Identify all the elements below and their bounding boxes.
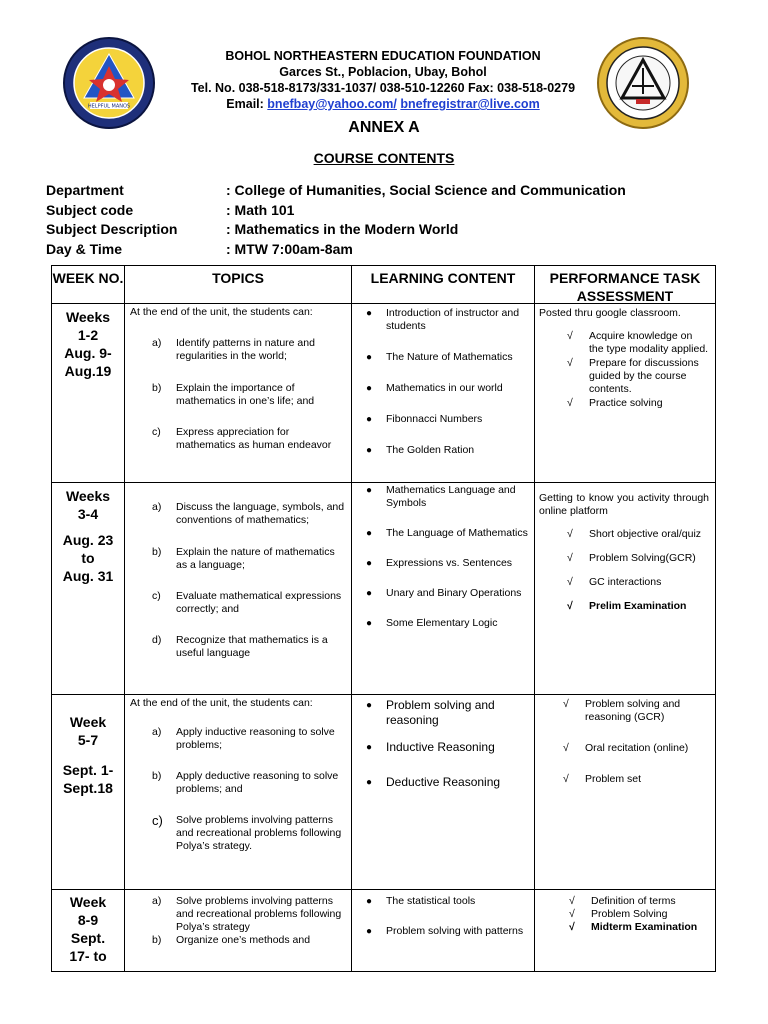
week-line: Sept.18	[63, 780, 113, 796]
topic-text: Express appreciation for mathematics as human endeavor	[176, 426, 332, 451]
org-address: Garces St., Poblacion, Ubay, Bohol	[279, 65, 487, 79]
task-item	[539, 552, 709, 565]
topic-item	[130, 382, 347, 408]
letterhead-text	[150, 48, 616, 112]
week-line: Week	[69, 894, 107, 910]
task-item	[539, 908, 709, 921]
task-text: Problem solving and reasoning (GCR)	[585, 698, 681, 723]
info-label: Subject code	[46, 201, 134, 218]
header-performance-task: PERFORMANCE TASK ASSESSMENT	[534, 265, 716, 304]
content-text: The statistical tools	[386, 895, 476, 907]
week-line: Aug.19	[64, 363, 112, 379]
task-item	[539, 357, 709, 396]
topics-intro: At the end of the unit, the students can:	[130, 306, 313, 318]
week-line: 1-2	[77, 327, 99, 343]
bullet-icon: ●	[366, 352, 373, 363]
topics-cell	[124, 889, 352, 972]
content-item	[360, 307, 530, 333]
task-item	[539, 576, 709, 589]
annex-title: ANNEX A	[348, 119, 420, 136]
bullet-icon: ●	[366, 383, 373, 394]
week-cell	[51, 694, 125, 890]
content-text: Mathematics Language and Symbols	[386, 484, 516, 509]
week-line: to	[81, 550, 95, 566]
org-email	[150, 96, 616, 112]
info-row-subject-description	[46, 220, 626, 240]
content-item	[360, 775, 530, 790]
topic-text: Explain the importance of mathematics in one’s life; and	[176, 382, 315, 407]
topic-item	[130, 546, 347, 572]
content-cell	[351, 889, 535, 972]
content-text: Mathematics in our world	[386, 382, 503, 394]
topic-item	[130, 814, 347, 853]
check-icon: √	[567, 600, 573, 612]
task-text: Acquire knowledge on the type modality applied.	[589, 330, 709, 355]
topic-item	[130, 634, 347, 660]
task-item	[539, 921, 709, 934]
topic-marker: b)	[152, 546, 162, 558]
info-row-subject-code	[46, 201, 626, 221]
content-item	[360, 382, 530, 395]
bullet-icon: ●	[366, 742, 373, 753]
bullet-icon: ●	[366, 926, 373, 937]
task-item	[539, 528, 709, 541]
email-link-1[interactable]: bnefbay@yahoo.com/	[267, 97, 397, 111]
header-learning-content: LEARNING CONTENT	[351, 265, 535, 304]
task-item	[539, 698, 709, 724]
week-line: Aug. 31	[62, 568, 114, 584]
task-text: Practice solving	[589, 397, 663, 409]
topic-item	[130, 337, 347, 363]
content-text: Expressions vs. Sentences	[386, 557, 513, 569]
bullet-icon: ●	[366, 308, 373, 319]
content-text: Introduction of instructor and students	[386, 307, 520, 332]
week-cell	[51, 889, 125, 972]
topic-marker: a)	[152, 501, 162, 513]
week-line: 8-9	[77, 912, 99, 928]
topic-text: Identify patterns in nature and regularities in the world;	[176, 337, 315, 362]
check-icon: √	[567, 528, 573, 540]
info-value: : College of Humanities, Social Science and Communication	[226, 182, 626, 198]
task-cell	[534, 482, 716, 695]
topic-text: Solve problems involving patterns and recreational problems following Polya’s strategy.	[176, 814, 342, 852]
topic-item	[130, 590, 347, 616]
week-line: Week	[69, 714, 107, 730]
content-text: The Nature of Mathematics	[386, 351, 513, 363]
content-item	[360, 484, 530, 510]
task-text: Problem Solving	[591, 908, 668, 920]
email-link-2[interactable]: bnefregistrar@live.com	[400, 97, 540, 111]
topic-text: Organize one’s methods and	[176, 934, 311, 946]
task-text: GC interactions	[589, 576, 662, 588]
bullet-icon: ●	[366, 528, 373, 539]
task-text: Problem Solving(GCR)	[589, 552, 696, 564]
info-label: Department	[46, 182, 124, 198]
topic-item	[130, 895, 347, 934]
content-cell	[351, 303, 535, 483]
topics-cell	[124, 303, 352, 483]
topic-text: Solve problems involving patterns and recreational problems following Polya’s strategy	[176, 895, 342, 933]
topic-item	[130, 934, 347, 947]
topics-intro: At the end of the unit, the students can:	[130, 697, 313, 709]
bullet-icon: ●	[366, 618, 373, 629]
task-item	[539, 895, 709, 908]
content-item	[360, 698, 530, 728]
week-line: Weeks	[65, 488, 111, 504]
header-topics: TOPICS	[124, 265, 352, 304]
task-item	[539, 600, 709, 613]
check-icon: √	[569, 908, 575, 920]
topic-marker: a)	[152, 337, 162, 349]
info-value: : Mathematics in the Modern World	[226, 221, 459, 237]
bullet-icon: ●	[366, 558, 373, 569]
bullet-icon: ●	[366, 445, 373, 456]
week-line: Sept. 1-	[62, 762, 114, 778]
task-text: Definition of terms	[591, 895, 676, 907]
task-item	[539, 742, 709, 755]
check-icon: √	[563, 742, 569, 754]
bullet-icon: ●	[366, 896, 373, 907]
task-cell	[534, 694, 716, 890]
week-line: Sept.	[70, 930, 106, 946]
topic-text: Explain the nature of mathematics as a language;	[176, 546, 335, 571]
task-text: Prepare for discussions guided by the course contents.	[589, 357, 699, 395]
task-text: Prelim Examination	[589, 600, 687, 612]
content-item	[360, 740, 530, 755]
task-item	[539, 397, 709, 410]
topic-item	[130, 726, 347, 752]
topic-text: Discuss the language, symbols, and conventions of mathematics;	[176, 501, 345, 526]
content-text: Problem solving and reasoning	[386, 698, 495, 727]
topic-marker: c)	[152, 813, 163, 828]
week-line: Weeks	[65, 309, 111, 325]
check-icon: √	[563, 698, 569, 710]
check-icon: √	[569, 921, 575, 933]
info-value: : Math 101	[226, 201, 295, 218]
bullet-icon: ●	[366, 777, 373, 788]
task-text: Midterm Examination	[591, 921, 698, 933]
content-text: Deductive Reasoning	[386, 775, 501, 789]
content-cell	[351, 694, 535, 890]
check-icon: √	[567, 357, 573, 369]
task-text: Short objective oral/quiz	[589, 528, 702, 540]
week-line: 17- to	[69, 948, 107, 964]
org-contact: Tel. No. 038-518-8173/331-1037/ 038-510-12260 Fax: 038-518-0279	[190, 81, 576, 95]
task-text: Problem set	[585, 773, 642, 785]
check-icon: √	[567, 330, 573, 342]
content-text: Fibonnacci Numbers	[386, 413, 483, 425]
bullet-icon: ●	[366, 485, 373, 496]
topic-text: Recognize that mathematics is a useful language	[176, 634, 328, 659]
task-item	[539, 773, 709, 786]
info-row-day-time	[46, 240, 626, 260]
topic-marker: a)	[152, 895, 162, 907]
task-item	[539, 330, 709, 356]
week-cell	[51, 303, 125, 483]
info-value: : MTW 7:00am-8am	[226, 240, 353, 257]
week-line: Aug. 23	[62, 532, 114, 548]
task-cell	[534, 889, 716, 972]
check-icon: √	[563, 773, 569, 785]
check-icon: √	[567, 552, 573, 564]
bullet-icon: ●	[366, 414, 373, 425]
topic-marker: c)	[152, 426, 161, 438]
svg-text:HELPFUL MANOS: HELPFUL MANOS	[87, 103, 131, 110]
info-row-department	[46, 181, 626, 201]
bullet-icon: ●	[366, 700, 373, 711]
topic-text: Evaluate mathematical expressions correctly; and	[176, 590, 342, 615]
week-line: Aug. 9-	[64, 345, 112, 361]
task-intro: Getting to know you activity through online platform	[539, 492, 709, 517]
course-contents-title: COURSE CONTENTS	[313, 150, 455, 166]
topic-item	[130, 501, 347, 527]
content-text: Inductive Reasoning	[386, 740, 495, 754]
content-item	[360, 413, 530, 426]
task-text: Oral recitation (online)	[585, 742, 689, 754]
letterhead	[0, 0, 768, 112]
topic-item	[130, 770, 347, 796]
week-line: 3-4	[77, 506, 99, 522]
info-label: Subject Description	[46, 221, 178, 237]
content-item	[360, 617, 530, 630]
content-text: The Language of Mathematics	[386, 527, 528, 539]
college-seal-left	[62, 36, 156, 130]
check-icon: √	[567, 397, 573, 409]
content-item	[360, 925, 530, 938]
content-item	[360, 895, 530, 908]
content-text: Some Elementary Logic	[386, 617, 498, 629]
week-line: 5-7	[77, 732, 99, 748]
topic-item	[130, 426, 347, 452]
info-label: Day & Time	[46, 240, 122, 257]
topic-marker: c)	[152, 590, 161, 602]
check-icon: √	[567, 576, 573, 588]
content-item	[360, 527, 530, 540]
content-text: Problem solving with patterns	[386, 925, 524, 937]
header-week-no: WEEK NO.	[51, 265, 125, 304]
content-item	[360, 351, 530, 364]
topic-marker: b)	[152, 382, 162, 394]
topics-cell	[124, 694, 352, 890]
topic-marker: b)	[152, 934, 162, 946]
content-item	[360, 587, 530, 600]
foundation-seal-right	[596, 36, 690, 130]
check-icon: √	[569, 895, 575, 907]
topic-marker: d)	[152, 634, 162, 646]
task-intro: Posted thru google classroom.	[539, 307, 681, 319]
topic-text: Apply inductive reasoning to solve problems;	[176, 726, 335, 751]
bullet-icon: ●	[366, 588, 373, 599]
content-cell	[351, 482, 535, 695]
course-table	[51, 265, 716, 972]
topic-marker: b)	[152, 770, 162, 782]
topics-cell	[124, 482, 352, 695]
task-cell	[534, 303, 716, 483]
week-cell	[51, 482, 125, 695]
content-text: The Golden Ration	[386, 444, 475, 456]
content-text: Unary and Binary Operations	[386, 587, 522, 599]
topic-text: Apply deductive reasoning to solve problems; and	[176, 770, 339, 795]
topic-marker: a)	[152, 726, 162, 738]
org-name: BOHOL NORTHEASTERN EDUCATION FOUNDATION	[225, 49, 541, 63]
email-label: Email:	[226, 97, 268, 111]
course-info	[46, 181, 626, 259]
content-item	[360, 557, 530, 570]
content-item	[360, 444, 530, 457]
